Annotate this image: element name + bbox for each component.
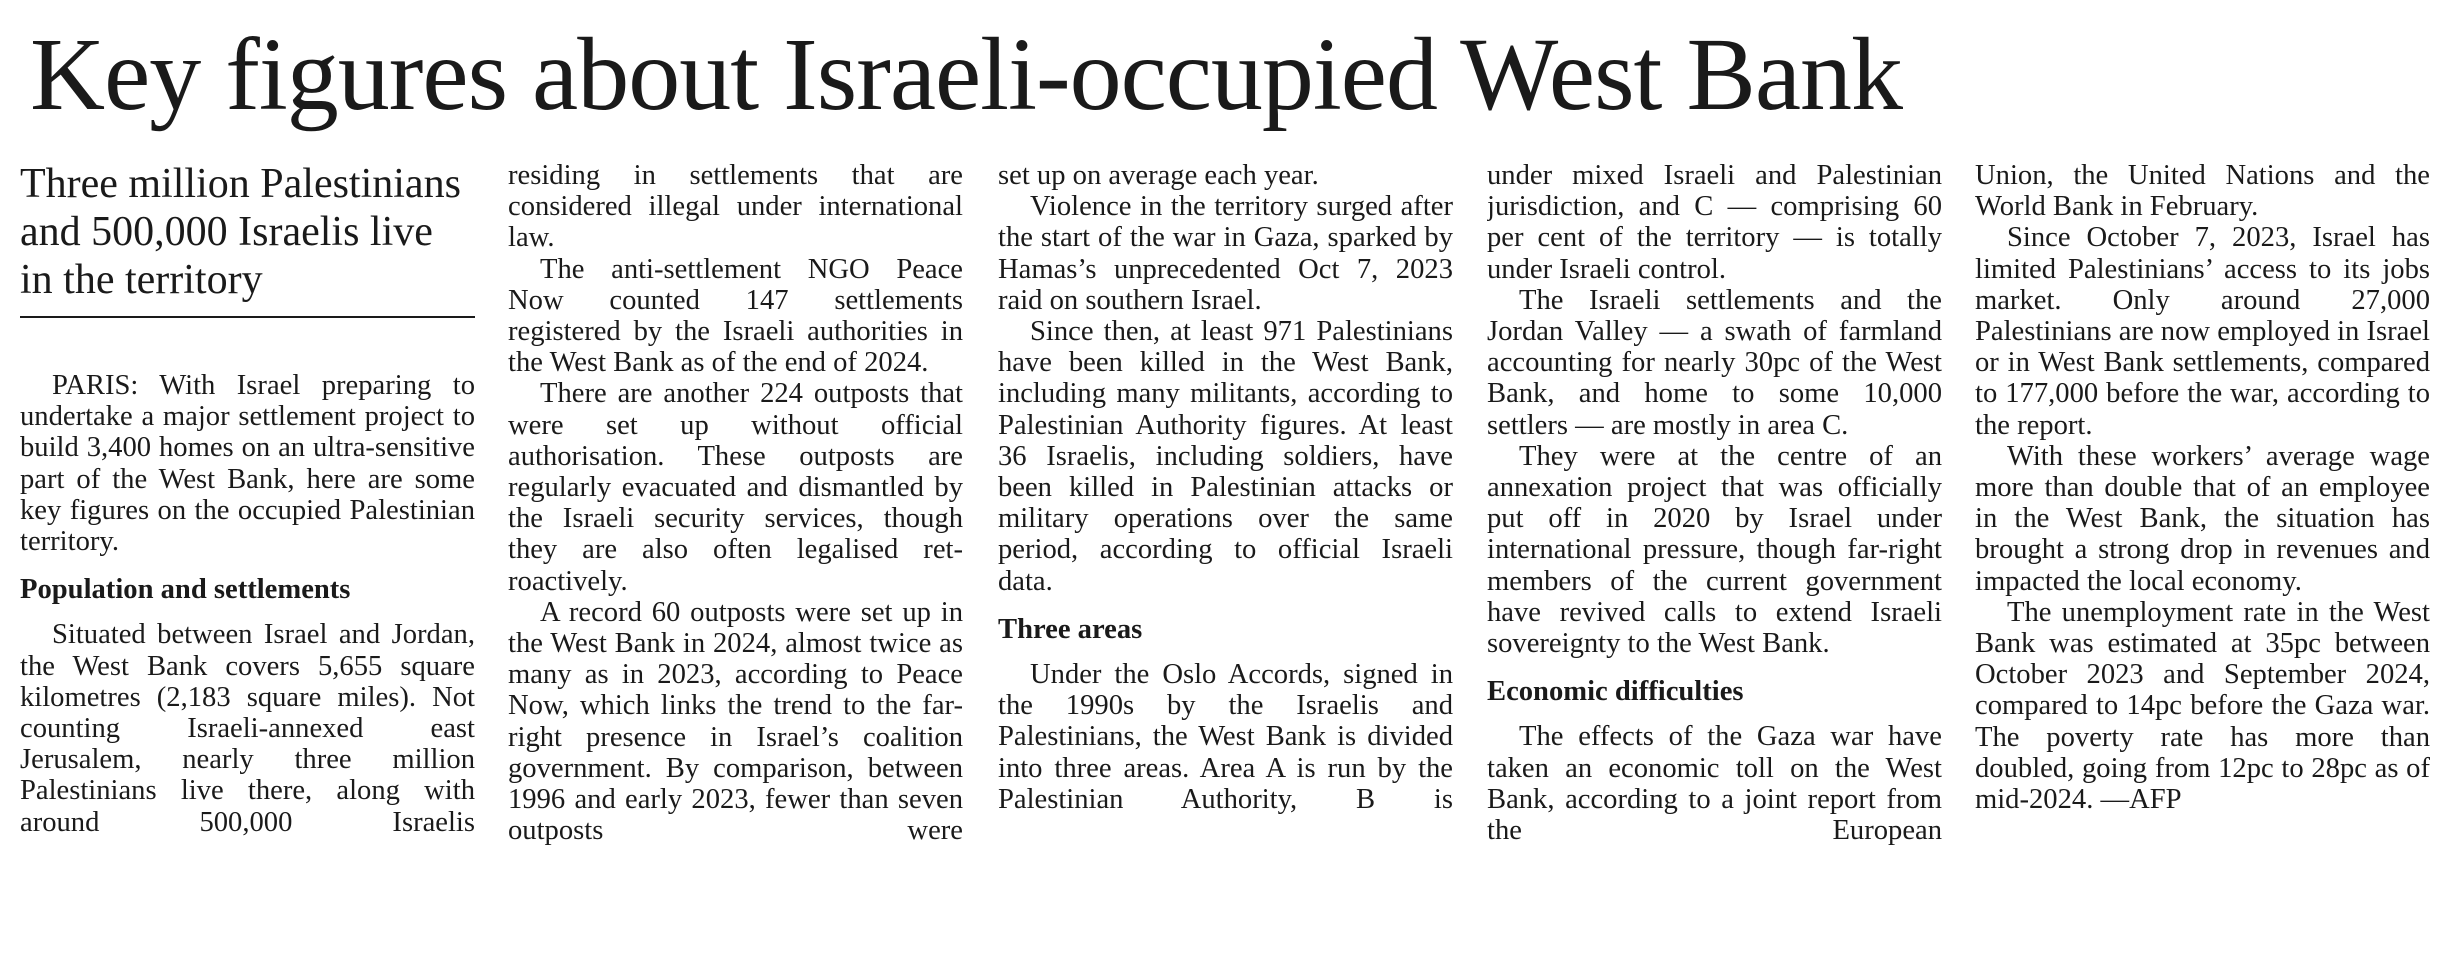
subhead-areas: Three areas — [998, 613, 1143, 645]
paragraph: The anti-settlement NGO Peace Now counted 147 settlements registered by the Israeli authorities in the West Bank as of the end of 2024. — [508, 253, 963, 379]
subhead-population: Population and settlements — [20, 574, 351, 606]
paragraph: set up on average each year. — [998, 160, 1319, 191]
paragraph: under mixed Israeli and Palestinian jurisdiction, and C — comprising 60 per cent of the territory — is totally under Israeli control. — [1487, 160, 1942, 285]
paragraph: Situated between Israel and Jordan, the West Bank covers 5,655 square kilometres (2,183 square miles). Not counting Israeli-annexed east Jerusalem, nearly three million Palestinians live there, along with around 500,000 Israelis — [20, 619, 475, 838]
paragraph: With these workers’ average wage more than double that of an employee in the West Bank, the situation has brought a strong drop in revenues and impacted the local economy. — [1975, 440, 2430, 597]
paragraph: They were at the centre of an annexation project that was officially put off in 2020 by Israel under international pressure, though far-right members of the current government have revived calls to extend Israeli sovereignty to the West Bank. — [1487, 440, 1942, 660]
subhead-economy: Economic difficulties — [1487, 676, 1744, 708]
article-column-5 — [1975, 160, 2430, 950]
paragraph: The effects of the Gaza war have taken an economic toll on the West Bank, according to a joint report from the European — [1487, 721, 1942, 847]
article-column-1 — [20, 160, 475, 950]
paragraph: A record 60 outposts were set up in the West Bank in 2024, almost twice as many as in 2023, according to Peace Now, which links the trend to the far-right presence in Israel’s coalition government. By comparison, between 1996 and early 2023, fewer than seven outposts were — [508, 596, 963, 847]
paragraph: The Israeli settlements and the Jordan Valley — a swath of farmland accounting for nearly 30pc of the West Bank, and home to some 10,000 settlers — are mostly in area C. — [1487, 284, 1942, 441]
paragraph: The unemployment rate in the West Bank was estimated at 35pc between October 2023 and September 2024, compared to 14pc before the Gaza war. The poverty rate has more than doubled, going from 12pc to 28pc as of mid-2024. —AFP — [1975, 596, 2430, 816]
article-column-2 — [508, 160, 963, 950]
paragraph: Violence in the territory surged after the start of the war in Gaza, sparked by Hamas’s unprecedented Oct 7, 2023 raid on southern Israel. — [998, 191, 1453, 316]
paragraph: Union, the United Nations and the World Bank in February. — [1975, 160, 2430, 223]
paragraph: There are another 224 outposts that were set up without official authorisation. These outposts are regularly evacuated and dismantled by the Israeli security services, though they are also often legalised retroactively. — [508, 378, 963, 597]
article-column-3 — [998, 160, 1453, 950]
paragraph: Since then, at least 971 Palestinians have been killed in the West Bank, including many militants, according to Palestinian Authority figures. At least 36 Israelis, including soldiers, have been killed in Palestinian attacks or military operations over the same period, according to official Israeli data. — [998, 316, 1453, 597]
paragraph: residing in settlements that are considered illegal under international law. — [508, 160, 963, 254]
paragraph: Under the Oslo Accords, signed in the 1990s by the Israelis and Palestinians, the West Bank is divided into three areas. Area A is run by the Palestinian Authority, B is — [998, 659, 1453, 815]
article-column-4 — [1487, 160, 1942, 950]
paragraph: PARIS: With Israel preparing to undertake a major settlement project to build 3,400 homes on an ultra-sensitive part of the West Bank, here are some key figures on the occupied Palestinian territory. — [20, 370, 475, 558]
headline: Key figures about Israeli-occupied West Bank — [30, 17, 1902, 132]
deck: Three million Palestinians and 500,000 Israelis live in the territory — [20, 160, 475, 318]
paragraph: Since October 7, 2023, Israel has limited Palestinians’ access to its jobs market. Only around 27,000 Palestinians are now employed in Israel or in West Bank settlements, compared to 177,000 before the war, according to the report. — [1975, 222, 2430, 441]
